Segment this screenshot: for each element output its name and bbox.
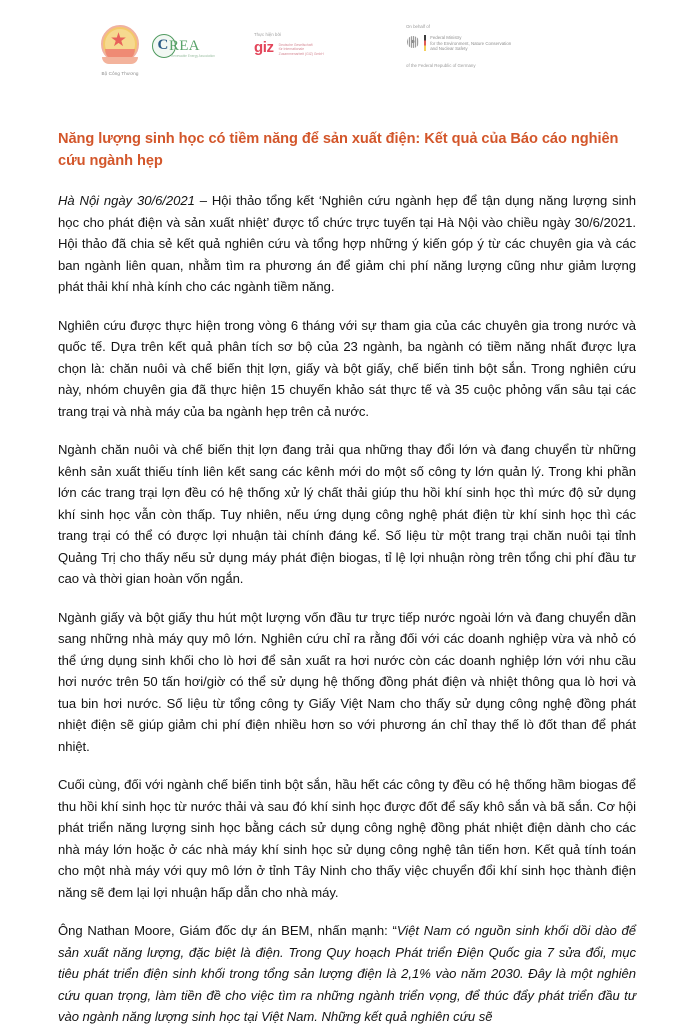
paragraph-quote-nathan-moore	[58, 920, 636, 1028]
paragraph-research-overview: Nghiên cứu được thực hiện trong vòng 6 tháng với sự tham gia của các chuyên gia trong nước và quốc tế. Dựa trên kết quả phân tích sơ bộ của 23 ngành, ba ngành có tiềm năng nhất được lựa chọn là: chăn nuôi và chế biến thịt lợn, giấy và bột giấy, chế biến tinh bột sắn. Trong nghiên cứu này, nhóm chuyên gia đã thực hiện 15 chuyến khảo sát thực tế và 35 cuộc phỏng vấn sâu tại các trang trại và nhà máy của ba ngành hẹp trên cả nước.	[58, 317, 636, 419]
dateline: Hà Nội ngày 30/6/2021	[58, 193, 195, 208]
crea-logo-icon	[152, 34, 232, 60]
quote-text: Việt Nam có nguồn sinh khối dồi dào để sản xuất năng lượng, đặc biệt là điện. Trong Quy hoạch Phát triển Điện Quốc gia 7 sửa đổi, mục tiêu phát triển điện sinh khối trong tổng sản lượng điện là 2,1% vào năm 2030. Đây là một nghiên cứu quan trọng, làm tiền đề cho việc tìm ra những ngành triển vọng, để thúc đẩy phát triển đầu tư vào ngành năng lượng sinh học tại Việt Nam. Những kết quả nghiên cứu sẽ	[58, 923, 636, 1024]
paragraph-pork-sector: Ngành chăn nuôi và chế biến thịt lợn đang trải qua những thay đổi lớn và đang chuyển từ những kênh sản xuất thiếu tính liên kết sang các kênh mới do một số công ty lớn quản lý. Trong khi phần lớn các trang trại lợn đều có hệ thống xử lý chất thải giúp thu hồi khí sinh học thì mức độ sử dụng khí sinh học vẫn còn thấp. Tuy nhiên, nếu ứng dụng công nghệ phát điện từ khí sinh học thì các trang trại có thể có được lợi nhuận tài chính đáng kể. Số liệu từ một trang trại chăn nuôi tại tỉnh Quảng Trị cho thấy nếu sử dụng máy phát điện biogas, tỉ lệ lợi nhuận ròng trên tổng chi phí đầu tư cao và thời gian hoàn vốn ngắn.	[58, 442, 636, 586]
giz-logo-icon: giz	[254, 39, 274, 56]
bmu-ministry-lines	[430, 35, 511, 52]
bmu-ministry-line: and Nuclear Safety	[430, 46, 468, 52]
quote-intro: Ông Nathan Moore, Giám đốc dự án BEM, nhấn mạnh: “	[58, 923, 397, 938]
crea-subtext: Renewable Energy Association	[171, 54, 215, 58]
page-title: Năng lượng sinh học có tiềm năng để sản xuất điện: Kết quả của Báo cáo nghiên cứu ngành hẹp	[58, 131, 619, 169]
paragraph-paper-pulp-sector: Ngành giấy và bột giấy thu hút một lượng vốn đầu tư trực tiếp nước ngoài lớn và đang chuyển dần sang những nhà máy quy mô lớn. Nghiên cứu chỉ ra rằng đối với các doanh nghiệp vừa và nhỏ có thể ứng dụng sinh khối cho lò hơi để sản xuất ra hơi nước còn các doanh nghiệp lớn với nhu cầu hơi nước trên 50 tấn hơi/giờ có thể sử dụng hệ thống đồng phát điện và nhiệt thông qua lò hơi và tua bin hơi nước. Số liệu từ tổng công ty Giấy Việt Nam cho thấy sử dụng công nghệ đồng phát nhiệt điện sẽ giúp giảm chi phí điện nhiều hơn so với phương án chỉ thay thế lò đốt than để phát nhiệt.	[58, 609, 636, 754]
logo-bar	[0, 24, 690, 86]
giz-org-line: Deutsche Gesellschaft	[278, 43, 313, 47]
ministry-logo-caption: Bộ Công Thương	[101, 71, 139, 76]
crea-wordmark: REA	[169, 38, 200, 54]
lead-body: – Hội thảo tổng kết ‘Nghiên cứu ngành hẹp để tận dụng năng lượng sinh học cho phát điện và sản xuất nhiệt’ được tổ chức trực tuyến tại Hà Nội vào chiều ngày 30/6/2021. Hội thảo đã chia sẻ kết quả nghiên cứu và tổng hợp những ý kiến góp ý từ các chuyên gia và các ban ngành liên quan, nhằm tìm ra phương án để giảm chi phí năng lượng cũng như giảm lượng phát thải khí nhà kính cho các ngành tiềm năng.	[58, 193, 636, 294]
bmu-ministry-line: for the Environment, Nature Conservation	[430, 40, 512, 46]
giz-org-line: für Internationale	[278, 47, 305, 52]
german-federal-eagle-icon	[406, 35, 420, 49]
paragraph-cassava-starch-sector: Cuối cùng, đối với ngành chế biến tinh bột sắn, hầu hết các công ty đều có hệ thống hầm biogas để thu hồi khí sinh học từ nước thải và sau đó khí sinh học được đốt để sấy khô sắn và bã sắn. Cơ hội phát triển năng lượng sinh học bằng cách sử dụng công nghệ đồng phát nhiệt điện dành cho các nhà máy lớn hoặc ở các nhà máy khí sinh học sử dụng công nghệ tân tiến hơn. Kết quả tính toán cho một nhà máy với quy mô lớn ở tỉnh Tây Ninh cho thấy việc chuyển đổi khí sinh học thành điện năng sẽ đem lại lợi nhuận hấp dẫn cho nhà máy.	[58, 777, 636, 900]
logo-crea	[152, 34, 232, 60]
crea-glyph: C	[157, 37, 169, 53]
bmu-republic-text: of the Federal Republic of Germany	[406, 62, 476, 68]
giz-tagline: Thực hiện bởi	[254, 32, 282, 37]
giz-org-line: Zusammenarbeit (GIZ) GmbH	[278, 51, 324, 56]
paragraph-lead	[58, 190, 636, 298]
logo-ministry-of-industry-and-trade	[88, 24, 152, 76]
german-flag-icon	[424, 35, 426, 51]
bmu-ministry-line: Federal Ministry	[430, 35, 462, 40]
vietnam-national-emblem-icon	[99, 24, 141, 66]
giz-org-lines	[279, 41, 324, 56]
bmu-on-behalf-of-text: On behalf of	[406, 24, 430, 29]
logo-german-federal-ministry	[406, 24, 606, 68]
document-content	[58, 128, 636, 1028]
logo-giz	[254, 32, 384, 56]
